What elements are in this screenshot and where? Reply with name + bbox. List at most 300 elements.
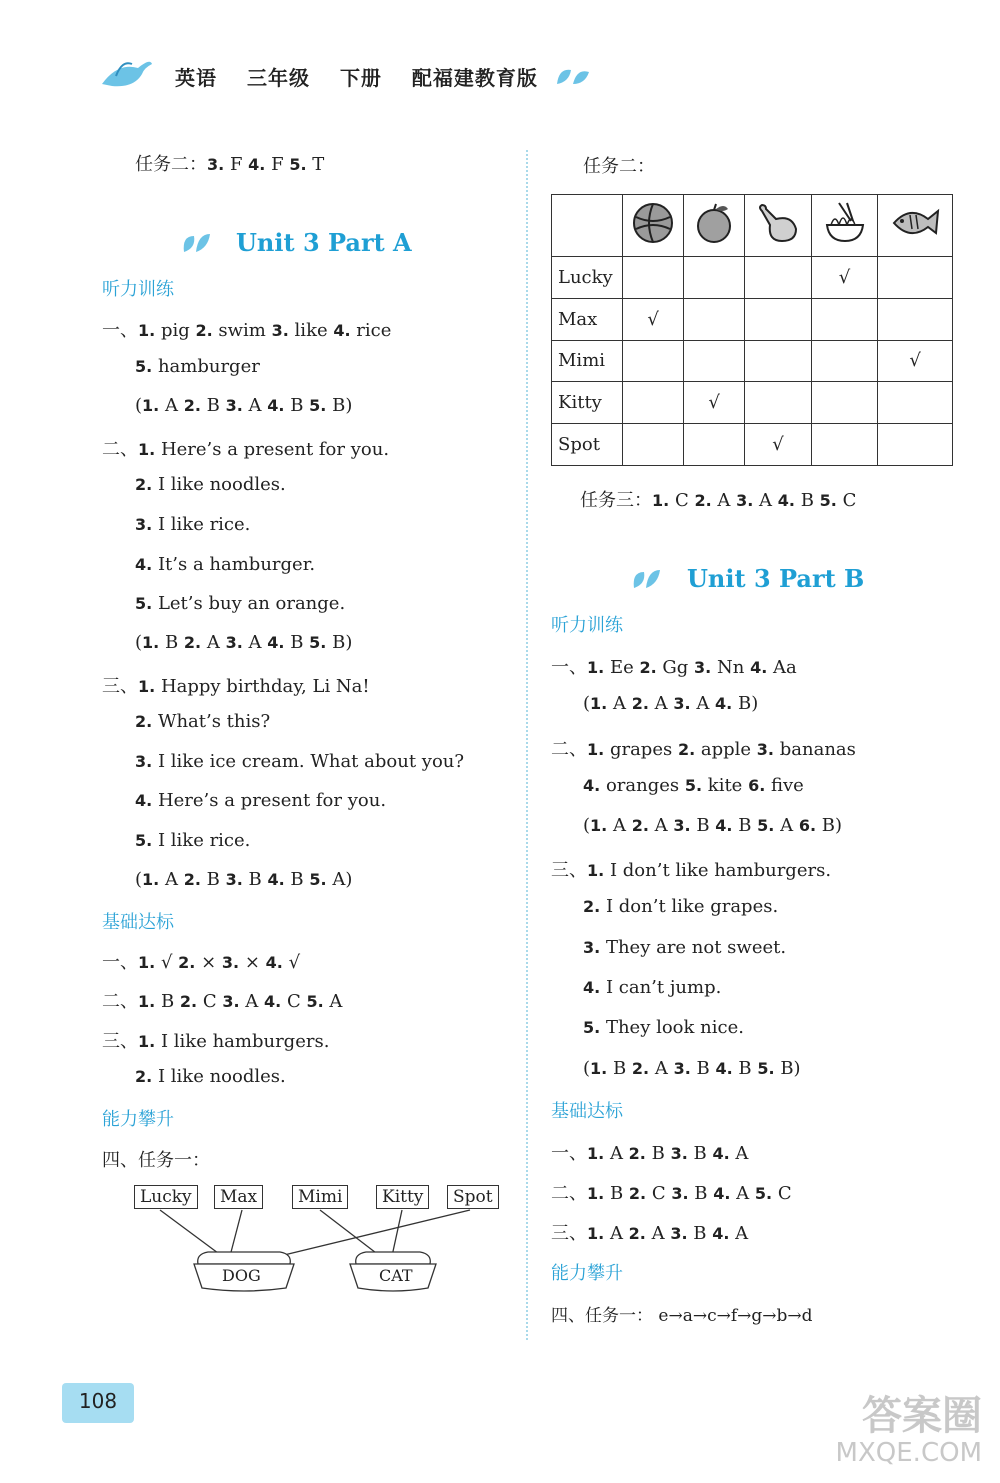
item-number: 5.: [306, 992, 324, 1011]
table-header-apple: [684, 195, 745, 257]
answer-text: B: [284, 395, 310, 416]
answer-text: hamburger: [152, 356, 260, 377]
task3-line: [580, 486, 856, 512]
answer-line: [135, 554, 315, 575]
table-cell: [878, 298, 953, 340]
item-number: 1.: [138, 953, 156, 972]
answer-text: B): [732, 693, 759, 714]
answer-text: B: [242, 869, 268, 890]
answer-text: T: [306, 154, 325, 175]
answer-text: Happy birthday, Li Na!: [155, 676, 370, 697]
item-number: 2.: [628, 1184, 647, 1203]
answer-text: B: [732, 815, 758, 836]
answer-text: rice: [350, 320, 392, 341]
matching-lines: [130, 1208, 510, 1298]
answer-text: 一、: [551, 657, 587, 678]
section-basics: 基础达标: [551, 1101, 623, 1122]
answer-line: [551, 1139, 748, 1165]
table-cell: √: [623, 298, 684, 340]
name-box-kitty: Kitty: [376, 1185, 429, 1209]
answer-text: A: [201, 632, 226, 653]
item-number: 1.: [142, 396, 160, 415]
answer-line: [583, 937, 786, 958]
answer-text: A: [729, 1143, 749, 1164]
answer-text: B): [326, 632, 353, 653]
answer-line: [102, 672, 370, 698]
watermark: [836, 1394, 982, 1468]
answer-text: A: [690, 693, 716, 714]
answer-line: [135, 474, 286, 495]
item-number: 5.: [309, 870, 327, 889]
table-cell: [623, 424, 684, 466]
answer-line: [583, 1017, 744, 1038]
item-number: 6.: [798, 816, 817, 835]
answer-text: 二、: [551, 739, 587, 760]
answer-text: 一、: [551, 1143, 587, 1164]
item-number: 1.: [587, 861, 605, 880]
item-number: 4.: [715, 1059, 733, 1078]
item-number: 4.: [712, 1144, 730, 1163]
answer-text: B: [159, 632, 184, 653]
item-number: 2.: [135, 712, 153, 731]
answer-text: B: [690, 815, 716, 836]
item-number: 1.: [587, 1144, 605, 1163]
answer-text: It’s a hamburger.: [152, 554, 316, 575]
table-cell: [811, 424, 878, 466]
table-cell: [623, 382, 684, 424]
answer-text: 一、: [102, 320, 138, 341]
item-number: 4.: [265, 953, 283, 972]
item-number: 4.: [267, 633, 285, 652]
header-grade: 三年级: [246, 66, 310, 90]
answer-text: 三、: [102, 676, 138, 697]
item-number: 1.: [138, 321, 156, 340]
item-number: 2.: [631, 816, 649, 835]
item-number: 3.: [670, 1224, 688, 1243]
item-number: 5.: [309, 396, 327, 415]
item-number: 1.: [590, 816, 608, 835]
item-number: 5.: [819, 491, 837, 510]
item-number: 2.: [631, 694, 649, 713]
unit-title-part-b: Unit 3 Part B: [687, 564, 865, 593]
task2-label: 任务二：: [583, 156, 655, 177]
answer-text: 三、: [551, 1223, 587, 1244]
answer-text: A: [648, 815, 674, 836]
answer-text: 二、: [102, 991, 138, 1012]
item-number: 2.: [631, 1059, 650, 1078]
answer-text: like: [288, 320, 334, 341]
sequence-answer: 四、任务一： e→a→c→f→g→b→d: [551, 1306, 813, 1326]
item-number: 4.: [715, 816, 733, 835]
answer-text: I can’t jump.: [600, 977, 722, 998]
answer-text: B): [326, 395, 353, 416]
answer-text: 三、: [102, 1031, 138, 1052]
item-number: 3.: [694, 658, 712, 677]
answer-text: A: [607, 815, 632, 836]
item-number: 1.: [138, 992, 156, 1011]
item-number: 2.: [694, 491, 712, 510]
answer-text: Let’s buy an orange.: [152, 593, 346, 614]
item-number: 1.: [142, 633, 160, 652]
answer-line: [135, 632, 352, 653]
table-header-fish: [878, 195, 953, 257]
name-box-lucky: Lucky: [134, 1185, 198, 1209]
item-number: 1.: [652, 491, 670, 510]
answer-line: [102, 987, 342, 1013]
item-number: 3.: [135, 752, 153, 771]
answer-text: B: [607, 1058, 632, 1079]
answer-text: They are not sweet.: [600, 937, 787, 958]
answer-line: [135, 1066, 286, 1087]
answer-text: B: [200, 395, 226, 416]
answer-text: apple: [695, 739, 757, 760]
answer-text: B: [645, 1143, 671, 1164]
table-header-noodles: [811, 195, 878, 257]
answer-line: [583, 1058, 801, 1079]
item-number: 2.: [677, 740, 696, 759]
answer-line: [135, 395, 352, 416]
item-number: 3.: [756, 740, 775, 759]
answer-text: Gg: [656, 657, 695, 678]
answer-line: [551, 1219, 748, 1245]
answer-text: (: [583, 815, 591, 836]
name-box-spot: Spot: [447, 1185, 499, 1209]
answer-text: B: [732, 1058, 758, 1079]
answer-text: I don’t like hamburgers.: [604, 860, 832, 881]
answer-text: (: [583, 693, 591, 714]
answer-text: C: [646, 1183, 672, 1204]
answer-text: A: [159, 869, 184, 890]
bowl-cat-label: CAT: [379, 1266, 413, 1285]
item-number: 3.: [225, 396, 243, 415]
answer-text: ×: [239, 952, 266, 973]
watermark-top: 答案圈: [862, 1393, 982, 1439]
section-listening: 听力训练: [551, 615, 623, 636]
item-number: 4.: [135, 791, 153, 810]
answer-text: Here’s a present for you.: [155, 439, 390, 460]
table-cell: [745, 257, 812, 299]
item-number: 1.: [590, 694, 608, 713]
section-listening: 听力训练: [102, 279, 174, 300]
answer-text: (: [135, 632, 143, 653]
answer-text: √: [155, 952, 179, 973]
leaf-icon: [180, 230, 212, 256]
answer-text: (: [135, 395, 143, 416]
left-top-task: [135, 150, 324, 176]
table-cell: [623, 340, 684, 382]
answer-line: [102, 948, 300, 974]
answer-text: 二、: [551, 1183, 587, 1204]
answer-text: I like hamburgers.: [155, 1031, 330, 1052]
leaf-decoration-icon: [555, 66, 591, 88]
bird-logo-icon: [98, 54, 154, 92]
item-number: 5.: [583, 1018, 601, 1037]
table-corner-cell: [552, 195, 623, 257]
item-number: 3.: [670, 1144, 688, 1163]
table-cell: [811, 298, 878, 340]
table-cell: [684, 424, 745, 466]
answer-text: B: [687, 1223, 713, 1244]
answer-line: [102, 435, 389, 461]
answer-line: [135, 514, 250, 535]
item-number: 1.: [587, 1184, 605, 1203]
item-number: 3.: [673, 694, 691, 713]
item-number: 2.: [135, 1067, 153, 1086]
answer-text: A: [730, 1183, 755, 1204]
answer-line: [102, 316, 391, 342]
answer-text: 任务二：: [135, 154, 207, 175]
item-number: 5.: [754, 1184, 773, 1203]
answer-text: bananas: [774, 739, 856, 760]
answer-text: C: [281, 991, 307, 1012]
answer-text: A: [645, 1223, 671, 1244]
answer-text: A: [753, 490, 778, 511]
answer-text: C: [836, 490, 857, 511]
answer-text: √: [282, 952, 301, 973]
answer-text: B: [284, 869, 310, 890]
answer-text: A: [711, 490, 737, 511]
item-number: 5.: [757, 816, 775, 835]
table-header-chicken: [745, 195, 812, 257]
table-cell: [684, 298, 745, 340]
item-number: 5.: [135, 831, 153, 850]
chicken-leg-icon: [754, 201, 802, 245]
item-number: 4.: [267, 870, 285, 889]
item-number: 3.: [736, 491, 754, 510]
header-subject: 英语: [175, 66, 217, 90]
table-cell: [811, 340, 878, 382]
item-number: 3.: [271, 321, 289, 340]
table-cell: [684, 340, 745, 382]
answer-text: B: [200, 869, 226, 890]
item-number: 3.: [225, 633, 243, 652]
table-cell: [878, 257, 953, 299]
answer-line: [135, 790, 386, 811]
table-cell: [745, 298, 812, 340]
answer-text: What’s this?: [152, 711, 271, 732]
answer-text: B: [284, 632, 310, 653]
answer-text: I like noodles.: [152, 1066, 286, 1087]
header-volume: 下册: [339, 66, 382, 90]
section-advance: 能力攀升: [551, 1263, 623, 1284]
table-row-name: Mimi: [552, 340, 623, 382]
answer-text: A: [604, 1223, 629, 1244]
ball-icon: [631, 201, 675, 245]
table-cell: √: [684, 382, 745, 424]
answer-text: A: [604, 1143, 629, 1164]
column-divider: [526, 150, 528, 1340]
table-cell: √: [745, 424, 812, 466]
answer-text: B: [795, 490, 820, 511]
item-number: 2.: [183, 396, 201, 415]
watermark-bottom: MXQE.COM: [835, 1438, 982, 1468]
item-number: 4.: [264, 992, 282, 1011]
answer-text: 一、: [102, 952, 138, 973]
answer-text: Nn: [711, 657, 751, 678]
table-cell: √: [878, 340, 953, 382]
item-number: 4.: [583, 776, 601, 795]
answer-line: [551, 1179, 792, 1205]
answer-text: 四、任务一：: [102, 1150, 210, 1171]
book-header: [175, 62, 560, 91]
item-number: 2.: [183, 633, 202, 652]
answer-line: [551, 735, 856, 761]
answer-text: ×: [195, 952, 222, 973]
page-number: 108: [62, 1383, 134, 1423]
table-cell: [745, 340, 812, 382]
item-number: 5.: [289, 155, 307, 174]
answer-line: [551, 653, 797, 679]
item-number: 5.: [684, 776, 703, 795]
item-number: 1.: [142, 870, 160, 889]
item-number: 6.: [748, 776, 766, 795]
answer-text: A: [242, 395, 268, 416]
table-cell: [811, 382, 878, 424]
item-number: 4.: [750, 658, 768, 677]
answer-text: oranges: [600, 775, 685, 796]
answer-text: I like noodles.: [152, 474, 286, 495]
table-row-name: Lucky: [552, 257, 623, 299]
item-number: 4.: [333, 321, 351, 340]
answer-line: [135, 593, 345, 614]
item-number: 1.: [587, 658, 605, 677]
answer-text: (: [135, 869, 143, 890]
unit-title-part-a: Unit 3 Part A: [236, 228, 412, 257]
answer-text: C: [772, 1183, 792, 1204]
answer-line: [135, 356, 260, 377]
answer-text: 二、: [102, 439, 138, 460]
food-preference-table: [551, 194, 953, 466]
answer-text: B: [688, 1183, 714, 1204]
item-number: 4.: [135, 555, 153, 574]
item-number: 5.: [757, 1059, 775, 1078]
answer-line: [135, 711, 270, 732]
answer-text: I like rice.: [152, 830, 251, 851]
item-number: 5.: [309, 633, 327, 652]
item-number: 1.: [590, 1059, 608, 1078]
answer-line: [135, 869, 352, 890]
table-row-name: Spot: [552, 424, 623, 466]
item-number: 4.: [713, 1184, 731, 1203]
answer-text: B: [687, 1143, 713, 1164]
answer-text: kite: [702, 775, 749, 796]
bowl-dog-label: DOG: [222, 1266, 261, 1285]
answer-line: [583, 815, 842, 836]
answer-line: [135, 830, 250, 851]
answer-line: [583, 693, 758, 714]
item-number: 4.: [583, 978, 601, 997]
table-cell: √: [811, 257, 878, 299]
answer-text: A: [239, 991, 264, 1012]
item-number: 2.: [639, 658, 657, 677]
item-number: 3.: [583, 938, 601, 957]
leaf-icon: [630, 566, 662, 592]
item-number: 1.: [138, 677, 156, 696]
item-number: 3.: [135, 515, 153, 534]
item-number: 3.: [221, 953, 240, 972]
answer-text: (: [583, 1058, 591, 1079]
table-row-name: Kitty: [552, 382, 623, 424]
table-row-name: Max: [552, 298, 623, 340]
answer-line: [102, 1146, 210, 1172]
item-number: 1.: [587, 1224, 605, 1243]
answer-text: I like rice.: [152, 514, 251, 535]
answer-line: [135, 751, 464, 772]
answer-text: swim: [212, 320, 272, 341]
answer-text: 三、: [551, 860, 587, 881]
item-number: 3.: [207, 155, 225, 174]
answer-text: C: [197, 991, 223, 1012]
name-box-max: Max: [214, 1185, 263, 1209]
answer-text: five: [765, 775, 804, 796]
item-number: 4.: [715, 694, 733, 713]
answer-text: A: [729, 1223, 749, 1244]
item-number: 2.: [179, 992, 198, 1011]
item-number: 3.: [671, 1184, 689, 1203]
answer-text: Aa: [767, 657, 797, 678]
item-number: 3.: [673, 1059, 691, 1078]
noodles-icon: [821, 199, 869, 247]
answer-text: I like ice cream. What about you?: [152, 751, 465, 772]
item-number: 1.: [138, 1032, 156, 1051]
answer-text: B): [774, 1058, 801, 1079]
item-number: 4.: [712, 1224, 730, 1243]
item-number: 2.: [135, 475, 153, 494]
table-cell: [684, 257, 745, 299]
answer-text: C: [669, 490, 695, 511]
answer-text: B): [816, 815, 843, 836]
table-cell: [878, 382, 953, 424]
answer-line: [583, 896, 778, 917]
item-number: 4.: [267, 396, 285, 415]
answer-text: A: [649, 1058, 674, 1079]
item-number: 2.: [628, 1224, 646, 1243]
answer-text: A: [242, 632, 268, 653]
item-number: 2.: [628, 1144, 646, 1163]
answer-text: A): [326, 869, 353, 890]
answer-text: F: [224, 154, 249, 175]
item-number: 5.: [135, 594, 153, 613]
answer-text: grapes: [604, 739, 678, 760]
item-number: 2.: [583, 897, 601, 916]
item-number: 5.: [135, 357, 153, 376]
answer-line: [583, 977, 721, 998]
answer-line: [551, 856, 831, 882]
item-number: 2.: [183, 870, 201, 889]
answer-text: A: [607, 693, 632, 714]
answer-text: pig: [155, 320, 196, 341]
fish-icon: [888, 199, 942, 247]
section-basics: 基础达标: [102, 912, 174, 933]
header-edition: 配福建教育版: [411, 66, 538, 90]
answer-text: Ee: [604, 657, 640, 678]
item-number: 3.: [673, 816, 691, 835]
answer-text: F: [265, 154, 290, 175]
item-number: 4.: [248, 155, 266, 174]
item-number: 3.: [225, 870, 243, 889]
table-header-ball: [623, 195, 684, 257]
item-number: 2.: [195, 321, 213, 340]
item-number: 1.: [587, 740, 605, 759]
answer-text: A: [323, 991, 343, 1012]
answer-text: A: [774, 815, 799, 836]
table-cell: [623, 257, 684, 299]
answer-text: They look nice.: [600, 1017, 744, 1038]
answer-text: 任务三：: [580, 490, 652, 511]
section-advance: 能力攀升: [102, 1109, 174, 1130]
item-number: 4.: [777, 491, 795, 510]
answer-text: B: [604, 1183, 629, 1204]
